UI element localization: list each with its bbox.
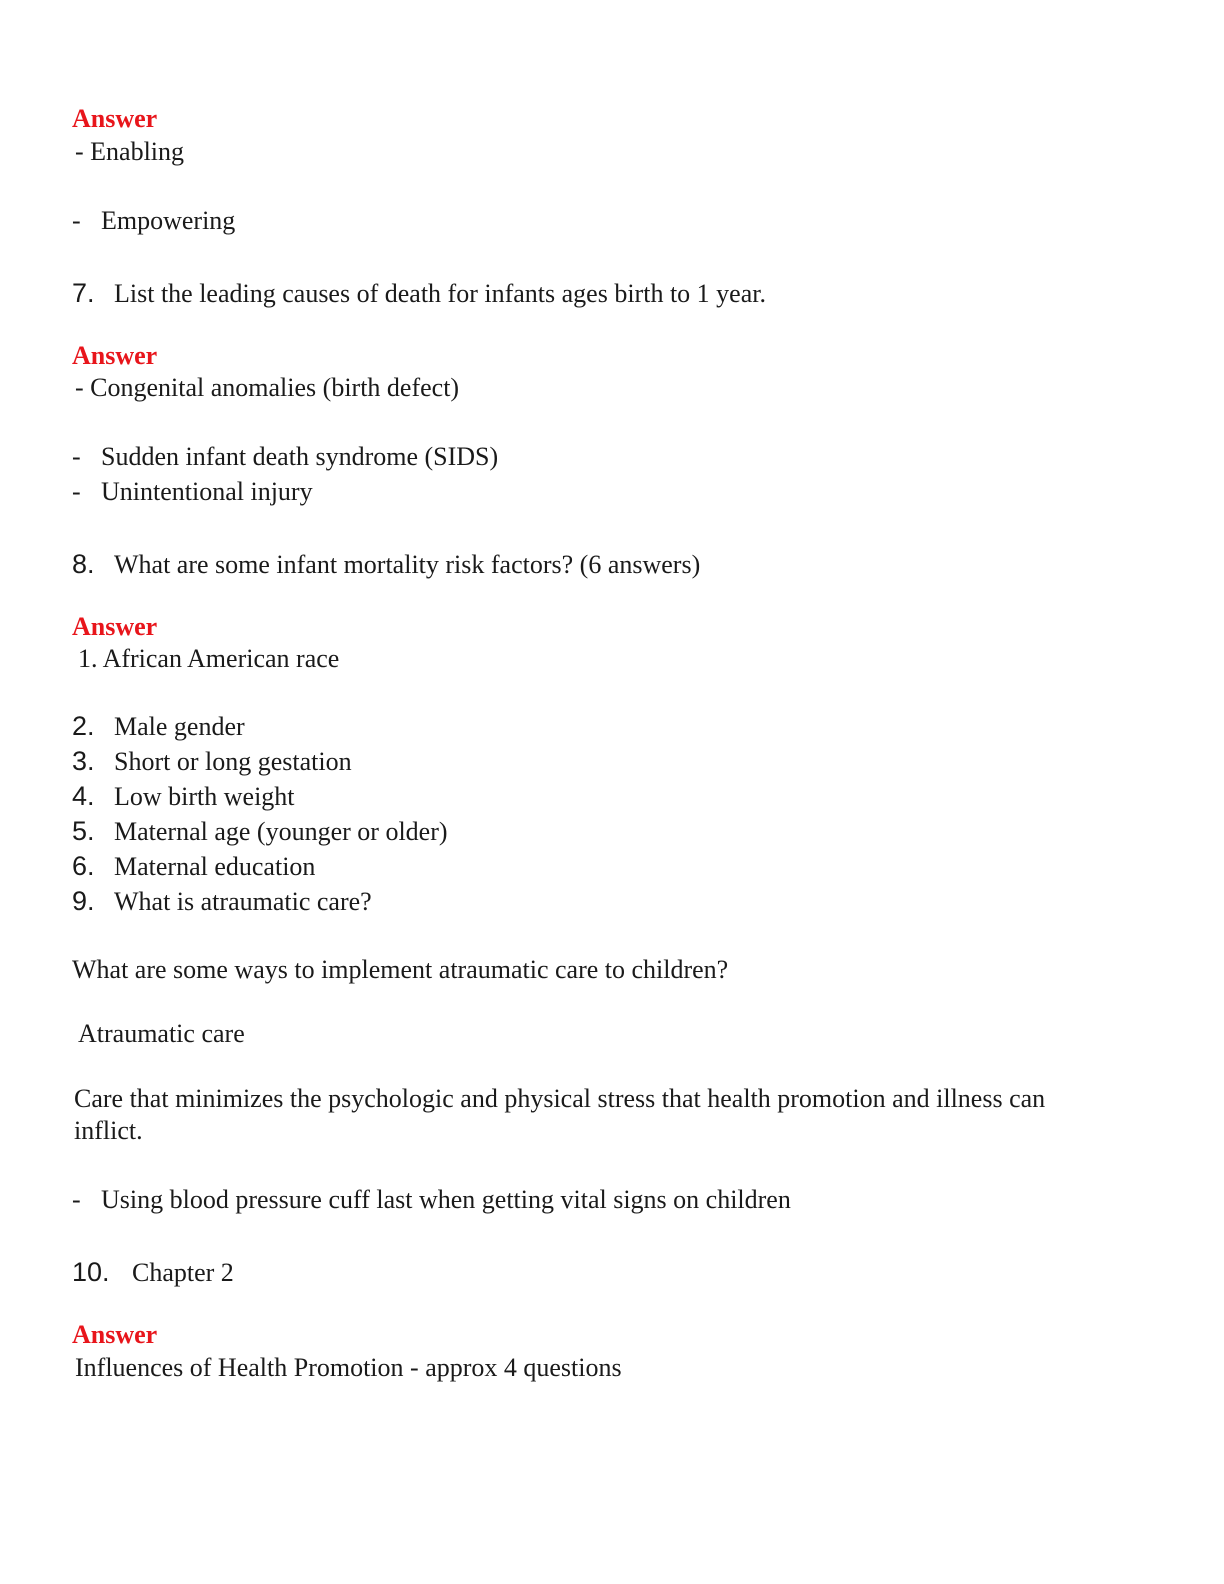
numbered-item [72, 746, 352, 777]
question-number: 10. [72, 1257, 110, 1287]
item-text: Low birth weight [114, 782, 295, 811]
answer-item: - Congenital anomalies (birth defect) [75, 373, 460, 402]
answer-item [72, 477, 313, 507]
item-number: 4. [72, 781, 95, 811]
item-text: Male gender [114, 712, 245, 741]
answer-item-text: Sudden infant death syndrome (SIDS) [101, 442, 499, 471]
question-10 [72, 1257, 234, 1288]
bullet-dash: - [72, 206, 81, 235]
item-text: Short or long gestation [114, 747, 352, 776]
term-heading: Atraumatic care [78, 1019, 245, 1048]
answer-item [72, 206, 235, 236]
numbered-item [72, 816, 448, 847]
item-text: Maternal education [114, 852, 316, 881]
item-number: 3. [72, 746, 95, 776]
question-number: 7. [72, 278, 95, 308]
question-number: 8. [72, 549, 95, 579]
question-9 [72, 886, 372, 917]
item-number: 6. [72, 851, 95, 881]
question-7 [72, 278, 766, 309]
numbered-item [72, 781, 295, 812]
answer-label: Answer [72, 1320, 158, 1349]
answer-label: Answer [72, 612, 158, 641]
answer-item-text: Unintentional injury [101, 477, 313, 506]
answer-label: Answer [72, 341, 158, 370]
item-number: 5. [72, 816, 95, 846]
numbered-item [72, 711, 245, 742]
bullet-dash: - [72, 477, 81, 506]
question-text: What is atraumatic care? [114, 887, 372, 916]
question-8 [72, 549, 700, 580]
numbered-item [72, 851, 315, 882]
question-text: What are some infant mortality risk factors? (6 answers) [114, 550, 701, 579]
question-text: Chapter 2 [132, 1258, 234, 1287]
question-number: 9. [72, 886, 95, 916]
answer-item-text: Empowering [101, 206, 236, 235]
bullet-dash: - [72, 1185, 81, 1214]
term-definition: Care that minimizes the psychologic and physical stress that health promotion and illness can inflict. [74, 1084, 1046, 1145]
item-number: 2. [72, 711, 95, 741]
answer-item-text: Using blood pressure cuff last when getting vital signs on children [101, 1185, 791, 1214]
bullet-dash: - [72, 442, 81, 471]
answer-item [72, 442, 498, 472]
answer-item: 1. African American race [78, 644, 340, 673]
item-text: Maternal age (younger or older) [114, 817, 448, 846]
question-text: List the leading causes of death for infants ages birth to 1 year. [114, 279, 766, 308]
answer-label: Answer [72, 104, 158, 133]
answer-item: Influences of Health Promotion - approx 4 questions [75, 1353, 622, 1382]
answer-item: - Enabling [75, 137, 185, 166]
answer-item [72, 1185, 791, 1215]
question-followup: What are some ways to implement atraumatic care to children? [72, 955, 729, 984]
